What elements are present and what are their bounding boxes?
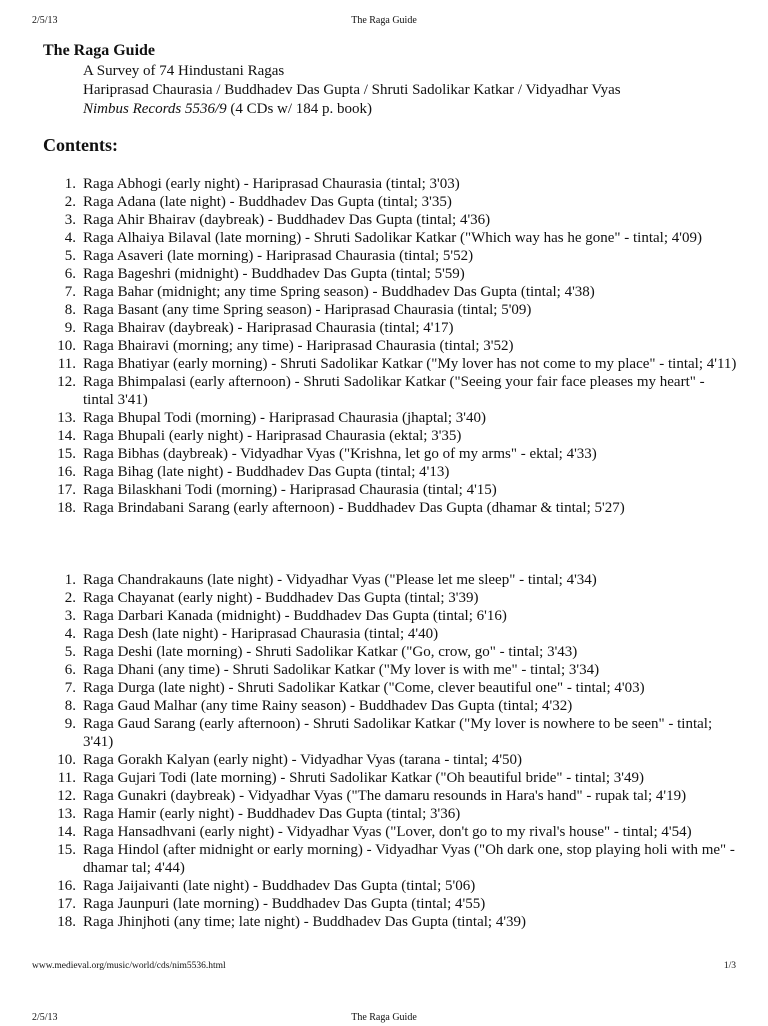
list-item-number: 5. xyxy=(64,248,76,264)
list-item xyxy=(0,229,768,247)
list-item xyxy=(0,373,768,409)
page-header xyxy=(0,15,768,29)
list-item-number: 12. xyxy=(57,374,76,390)
document-subtitle: A Survey of 74 Hindustani Ragas xyxy=(83,63,285,79)
list-item xyxy=(0,787,768,805)
list-item xyxy=(0,625,768,643)
list-item-number: 18. xyxy=(57,914,76,930)
list-item xyxy=(0,589,768,607)
list-item-text: Raga Durga (late night) - Shruti Sadolikar Katkar ("Come, clever beautiful one" - tintal; 4'03) xyxy=(83,680,645,696)
document-title: The Raga Guide xyxy=(43,42,156,59)
document-artists: Hariprasad Chaurasia / Buddhadev Das Gupta / Shruti Sadolikar Katkar / Vidyadhar Vyas xyxy=(83,82,621,98)
list-item-text: Raga Chayanat (early night) - Buddhadev Das Gupta (tintal; 3'39) xyxy=(83,590,479,606)
list-item xyxy=(0,571,768,589)
list-item-number: 7. xyxy=(64,680,76,696)
list-item-text: Raga Jhinjhoti (any time; late night) - Buddhadev Das Gupta (tintal; 4'39) xyxy=(83,914,527,930)
list-item xyxy=(0,499,768,517)
list-item xyxy=(0,607,768,625)
list-item xyxy=(0,337,768,355)
list-item-number: 12. xyxy=(57,788,76,804)
list-item-number: 13. xyxy=(57,806,76,822)
list-item-text: Raga Bilaskhani Todi (morning) - Hariprasad Chaurasia (tintal; 4'15) xyxy=(83,482,497,498)
list-item-number: 17. xyxy=(57,482,76,498)
list-item-number: 3. xyxy=(64,608,76,624)
list-item-text: Raga Bhairav (daybreak) - Hariprasad Chaurasia (tintal; 4'17) xyxy=(83,320,454,336)
list-item xyxy=(0,643,768,661)
list-item-text: Raga Hamir (early night) - Buddhadev Das Gupta (tintal; 3'36) xyxy=(83,806,461,822)
header-title: The Raga Guide xyxy=(351,15,417,26)
list-item-text: Raga Bhimpalasi (early afternoon) - Shruti Sadolikar Katkar ("Seeing your fair face pleases my heart" - tintal 3'41) xyxy=(83,374,705,408)
list-item-number: 11. xyxy=(57,356,76,372)
list-item-number: 6. xyxy=(64,266,76,282)
list-item-number: 1. xyxy=(64,176,76,192)
list-item-text: Raga Gaud Sarang (early afternoon) - Shruti Sadolikar Katkar ("My lover is nowhere to be seen" - tintal; 3'41) xyxy=(83,716,713,750)
list-item-number: 15. xyxy=(57,842,76,858)
next-header-date: 2/5/13 xyxy=(32,1012,58,1023)
list-item-number: 1. xyxy=(64,572,76,588)
list-item-text: Raga Bhatiyar (early morning) - Shruti Sadolikar Katkar ("My lover has not come to my place" - tintal; 4'11) xyxy=(83,356,737,372)
list-item-number: 17. xyxy=(57,896,76,912)
list-item-number: 4. xyxy=(64,626,76,642)
list-item xyxy=(0,427,768,445)
track-list-2 xyxy=(0,571,768,931)
list-item xyxy=(0,463,768,481)
list-item-text: Raga Bhupal Todi (morning) - Hariprasad Chaurasia (jhaptal; 3'40) xyxy=(83,410,486,426)
list-item-number: 11. xyxy=(57,770,76,786)
list-item-text: Raga Dhani (any time) - Shruti Sadolikar Katkar ("My lover is with me" - tintal; 3'34) xyxy=(83,662,600,678)
list-item-number: 6. xyxy=(64,662,76,678)
list-item-text: Raga Bahar (midnight; any time Spring season) - Buddhadev Das Gupta (tintal; 4'38) xyxy=(83,284,595,300)
list-item-text: Raga Chandrakauns (late night) - Vidyadhar Vyas ("Please let me sleep" - tintal; 4'34) xyxy=(83,572,597,588)
list-item-text: Raga Darbari Kanada (midnight) - Buddhadev Das Gupta (tintal; 6'16) xyxy=(83,608,507,624)
list-item-text: Raga Bageshri (midnight) - Buddhadev Das Gupta (tintal; 5'59) xyxy=(83,266,465,282)
list-item-text: Raga Bibhas (daybreak) - Vidyadhar Vyas ("Krishna, let go of my arms" - ektal; 4'33) xyxy=(83,446,597,462)
track-list-1 xyxy=(0,175,768,517)
list-item-text: Raga Bhairavi (morning; any time) - Hariprasad Chaurasia (tintal; 3'52) xyxy=(83,338,514,354)
list-item-text: Raga Jaunpuri (late morning) - Buddhadev Das Gupta (tintal; 4'55) xyxy=(83,896,486,912)
list-item xyxy=(0,283,768,301)
list-item xyxy=(0,355,768,373)
list-item-text: Raga Brindabani Sarang (early afternoon) - Buddhadev Das Gupta (dhamar & tintal; 5'27) xyxy=(83,500,625,516)
list-item-text: Raga Basant (any time Spring season) - Hariprasad Chaurasia (tintal; 5'09) xyxy=(83,302,532,318)
list-item xyxy=(0,409,768,427)
list-item-text: Raga Gaud Malhar (any time Rainy season) - Buddhadev Das Gupta (tintal; 4'32) xyxy=(83,698,573,714)
list-item-number: 7. xyxy=(64,284,76,300)
contents-heading: Contents: xyxy=(43,135,118,155)
list-item-text: Raga Gunakri (daybreak) - Vidyadhar Vyas ("The damaru resounds in Hara's hand" - rupak tal; 4'19) xyxy=(83,788,687,804)
list-item xyxy=(0,895,768,913)
list-item-number: 2. xyxy=(64,194,76,210)
list-item-number: 13. xyxy=(57,410,76,426)
list-item-text: Raga Abhogi (early night) - Hariprasad Chaurasia (tintal; 3'03) xyxy=(83,176,460,192)
next-header-title: The Raga Guide xyxy=(351,1012,417,1023)
list-item-text: Raga Adana (late night) - Buddhadev Das Gupta (tintal; 3'35) xyxy=(83,194,452,210)
list-item-text: Raga Hindol (after midnight or early morning) - Vidyadhar Vyas ("Oh dark one, stop playing holi with me" - dhamar tal; 4'44) xyxy=(83,842,735,876)
list-item-text: Raga Ahir Bhairav (daybreak) - Buddhadev Das Gupta (tintal; 4'36) xyxy=(83,212,491,228)
list-item-number: 14. xyxy=(57,428,76,444)
list-item xyxy=(0,301,768,319)
list-item-number: 14. xyxy=(57,824,76,840)
list-item-number: 2. xyxy=(64,590,76,606)
list-item-number: 8. xyxy=(64,698,76,714)
list-item xyxy=(0,715,768,751)
list-item-number: 10. xyxy=(57,752,76,768)
page-number: 1/3 xyxy=(723,961,736,971)
list-item xyxy=(0,697,768,715)
list-item-number: 10. xyxy=(57,338,76,354)
list-item xyxy=(0,481,768,499)
list-item-text: Raga Bhupali (early night) - Hariprasad Chaurasia (ektal; 3'35) xyxy=(83,428,462,444)
release-format: (4 CDs w/ 184 p. book) xyxy=(226,101,373,117)
list-item xyxy=(0,193,768,211)
list-item-number: 16. xyxy=(57,878,76,894)
list-item-text: Raga Asaveri (late morning) - Hariprasad Chaurasia (tintal; 5'52) xyxy=(83,248,474,264)
list-item-text: Raga Deshi (late morning) - Shruti Sadolikar Katkar ("Go, crow, go" - tintal; 3'43) xyxy=(83,644,578,660)
list-item-number: 15. xyxy=(57,446,76,462)
list-item xyxy=(0,769,768,787)
list-item-number: 4. xyxy=(64,230,76,246)
list-item xyxy=(0,211,768,229)
list-item-text: Raga Gujari Todi (late morning) - Shruti Sadolikar Katkar ("Oh beautiful bride" - tintal; 3'49) xyxy=(83,770,644,786)
list-item-text: Raga Gorakh Kalyan (early night) - Vidyadhar Vyas (tarana - tintal; 4'50) xyxy=(83,752,523,768)
list-item-text: Raga Hansadhvani (early night) - Vidyadhar Vyas ("Lover, don't go to my rival's house" - tintal; 4'54) xyxy=(83,824,692,840)
list-item-text: Raga Alhaiya Bilaval (late morning) - Shruti Sadolikar Katkar ("Which way has he gone" - tintal; 4'09) xyxy=(83,230,702,246)
list-item xyxy=(0,679,768,697)
list-item-number: 9. xyxy=(64,716,76,732)
list-item xyxy=(0,877,768,895)
list-item-number: 8. xyxy=(64,302,76,318)
list-item xyxy=(0,913,768,931)
list-item-text: Raga Bihag (late night) - Buddhadev Das Gupta (tintal; 4'13) xyxy=(83,464,450,480)
list-item-number: 16. xyxy=(57,464,76,480)
document-release xyxy=(83,100,372,119)
header-date: 2/5/13 xyxy=(32,15,58,26)
list-item-number: 3. xyxy=(64,212,76,228)
list-item xyxy=(0,841,768,877)
list-item xyxy=(0,247,768,265)
list-item xyxy=(0,265,768,283)
list-item-number: 5. xyxy=(64,644,76,660)
list-item-number: 18. xyxy=(57,500,76,516)
list-item-number: 9. xyxy=(64,320,76,336)
list-item xyxy=(0,661,768,679)
footer-url: www.medieval.org/music/world/cds/nim5536.html xyxy=(32,961,226,971)
page-footer xyxy=(0,961,768,975)
record-label: Nimbus Records 5536/9 xyxy=(83,101,227,117)
list-item xyxy=(0,319,768,337)
list-item xyxy=(0,823,768,841)
list-item xyxy=(0,751,768,769)
list-item-text: Raga Desh (late night) - Hariprasad Chaurasia (tintal; 4'40) xyxy=(83,626,439,642)
list-item-text: Raga Jaijaivanti (late night) - Buddhadev Das Gupta (tintal; 5'06) xyxy=(83,878,476,894)
list-item xyxy=(0,445,768,463)
list-item xyxy=(0,175,768,193)
list-item xyxy=(0,805,768,823)
